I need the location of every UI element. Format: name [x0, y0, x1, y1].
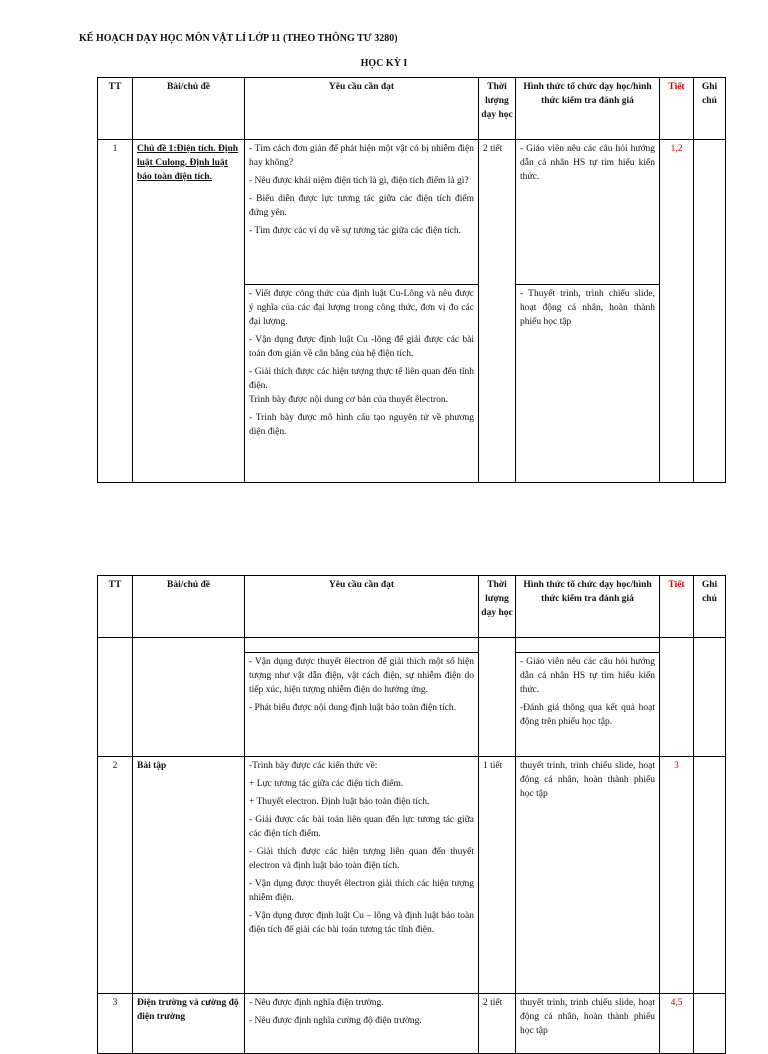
form-cell: [516, 140, 660, 285]
requirement-item: - Giải thích được các hiện tượng liên quan đến thuyết electron và định luật bảo toàn điện tích.: [249, 847, 474, 871]
header-topic: Bài/chủ đề: [133, 576, 245, 638]
row-duration: 1 tiết: [479, 757, 516, 994]
document-title: KẾ HOẠCH DẠY HỌC MÔN VẬT LÍ LỚP 11 (THEO THÔNG TƯ 3280): [79, 33, 398, 44]
table-header-row: [98, 78, 726, 140]
requirement-item: - Nêu được khái niệm điện tích là gì, điện tích điểm là gì?: [249, 176, 469, 186]
table-row: [98, 757, 726, 994]
requirement-item: - Vận dụng được định luật Cu – lông và định luật bảo toàn điện tích để giải các bài toán tương tác tĩnh điện.: [249, 911, 474, 935]
row-number: 1: [98, 140, 133, 483]
header-duration: Thời lượng dạy học: [479, 78, 516, 140]
requirements-cell: [245, 757, 479, 994]
semester-heading: HỌC KỲ I: [360, 58, 408, 69]
requirement-item: - Giải được các bài toán liên quan đến lực tương tác giữa các điện tích điểm.: [249, 815, 474, 839]
requirement-item: - Giải thích được các hiện tượng thực tế liên quan đến tĩnh điện.: [249, 367, 474, 391]
plan-table-1: [97, 77, 726, 483]
row-period: 4,5: [660, 994, 694, 1054]
requirement-item: + Lực tương tác giữa các điện tích điểm.: [249, 779, 404, 789]
table-row: [98, 638, 726, 653]
row-number: 3: [98, 994, 133, 1054]
requirement-item: + Thuyết electron. Định luật bảo toàn điện tích.: [249, 797, 430, 807]
row-note: [694, 140, 726, 483]
form-cell: [516, 653, 660, 757]
requirement-item: - Biểu diễn được lực tương tác giữa các điện tích điểm đứng yên.: [249, 194, 474, 218]
row-duration: 2 tiết: [479, 140, 516, 483]
requirement-item: -Trình bày được các kiến thức về:: [249, 761, 378, 771]
requirement-item: - Vận dụng được thuyết êlectron giải thích các hiện tượng nhiễm điện.: [249, 879, 474, 903]
row-period: [660, 638, 694, 757]
requirement-item: Trình bày được nội dung cơ bản của thuyết êlectron.: [249, 395, 448, 405]
row-period: 1,2: [660, 140, 694, 483]
header-requirements: Yêu cầu cần đạt: [245, 576, 479, 638]
form-item: -Đánh giá thông qua kết quả hoạt động trên phiếu học tập.: [520, 703, 655, 727]
requirement-item: - Trình bày được mô hình cấu tạo nguyên tử về phương diện điện.: [249, 413, 474, 437]
row-topic: [133, 638, 245, 757]
requirement-item: - Tìm được các ví dụ về sự tương tác giữa các điện tích.: [249, 226, 461, 236]
header-requirements: Yêu cầu cần đạt: [245, 78, 479, 140]
row-period: 3: [660, 757, 694, 994]
row-number: [98, 638, 133, 757]
row-note: [694, 757, 726, 994]
requirement-item: - Vận dụng được thuyết êlectron để giải thích một số hiện tượng như vật dẫn điện, vật cách điện, sự nhiễm điện do tiếp xúc, hiện tượng nhiễm điện do hưởng ứng.: [249, 657, 474, 695]
row-duration: [479, 638, 516, 757]
requirement-item: - Nêu được định nghĩa điện trường.: [249, 998, 384, 1008]
header-period: Tiết: [660, 78, 694, 140]
requirement-item: - Nêu được định nghĩa cường độ điện trường.: [249, 1016, 422, 1026]
header-tt: TT: [98, 576, 133, 638]
header-note: Ghi chú: [694, 576, 726, 638]
row-topic: Bài tập: [133, 757, 245, 994]
row-topic: Điện trường và cường độ điện trường: [133, 994, 245, 1054]
header-period: Tiết: [660, 576, 694, 638]
row-duration: 2 tiết: [479, 994, 516, 1054]
requirements-cell: [245, 653, 479, 757]
header-topic: Bài/chủ đề: [133, 78, 245, 140]
table-header-row: [98, 576, 726, 638]
form-item: thuyết trình, trình chiếu slide, hoạt động cá nhân, hoàn thành phiếu học tập: [520, 761, 655, 799]
form-item: - Thuyết trình, trình chiếu slide, hoạt động cá nhân, hoàn thành phiếu học tập: [520, 289, 655, 327]
header-tt: TT: [98, 78, 133, 140]
requirements-cell: [245, 285, 479, 483]
form-item: - Giáo viên nêu các câu hỏi hướng dẫn cá nhân HS tự tìm hiểu kiến thức.: [520, 144, 655, 182]
row-topic: Chủ đề 1:Điện tích. Định luật Culong. Định luật bảo toàn điện tích.: [133, 140, 245, 483]
header-form: Hình thức tổ chức dạy học/hình thức kiểm tra đánh giá: [516, 78, 660, 140]
form-item: - Giáo viên nêu các câu hỏi hướng dẫn cá nhân HS tự tìm hiểu kiến thức.: [520, 657, 655, 695]
requirement-item: - Vận dụng được định luật Cu -lông để giải được các bài toán đơn giản về cân bằng của hệ điện tích.: [249, 335, 474, 359]
row-number: 2: [98, 757, 133, 994]
form-spacer: [516, 638, 660, 653]
requirements-spacer: [245, 638, 479, 653]
form-cell: [516, 757, 660, 994]
header-note: Ghi chú: [694, 78, 726, 140]
requirement-item: - Phát biểu được nội dung định luật bảo toàn điện tích.: [249, 703, 456, 713]
form-cell: [516, 285, 660, 483]
header-duration: Thời lượng dạy học: [479, 576, 516, 638]
requirements-cell: [245, 140, 479, 285]
header-form: Hình thức tổ chức dạy học/hình thức kiểm tra đánh giá: [516, 576, 660, 638]
row-note: [694, 638, 726, 757]
table-row: [98, 140, 726, 285]
form-item: thuyết trình, trình chiếu slide, hoạt động cá nhân, hoàn thành phiếu học tập: [520, 998, 655, 1036]
requirement-item: - Tìm cách đơn giản để phát hiện một vật có bị nhiễm điện hay không?: [249, 144, 474, 168]
plan-table-2: [97, 575, 726, 1054]
requirement-item: - Viết được công thức của định luật Cu-Lông và nêu được ý nghĩa của các đại lượng trong công thức, đơn vị đo các đại lượng.: [249, 289, 474, 327]
